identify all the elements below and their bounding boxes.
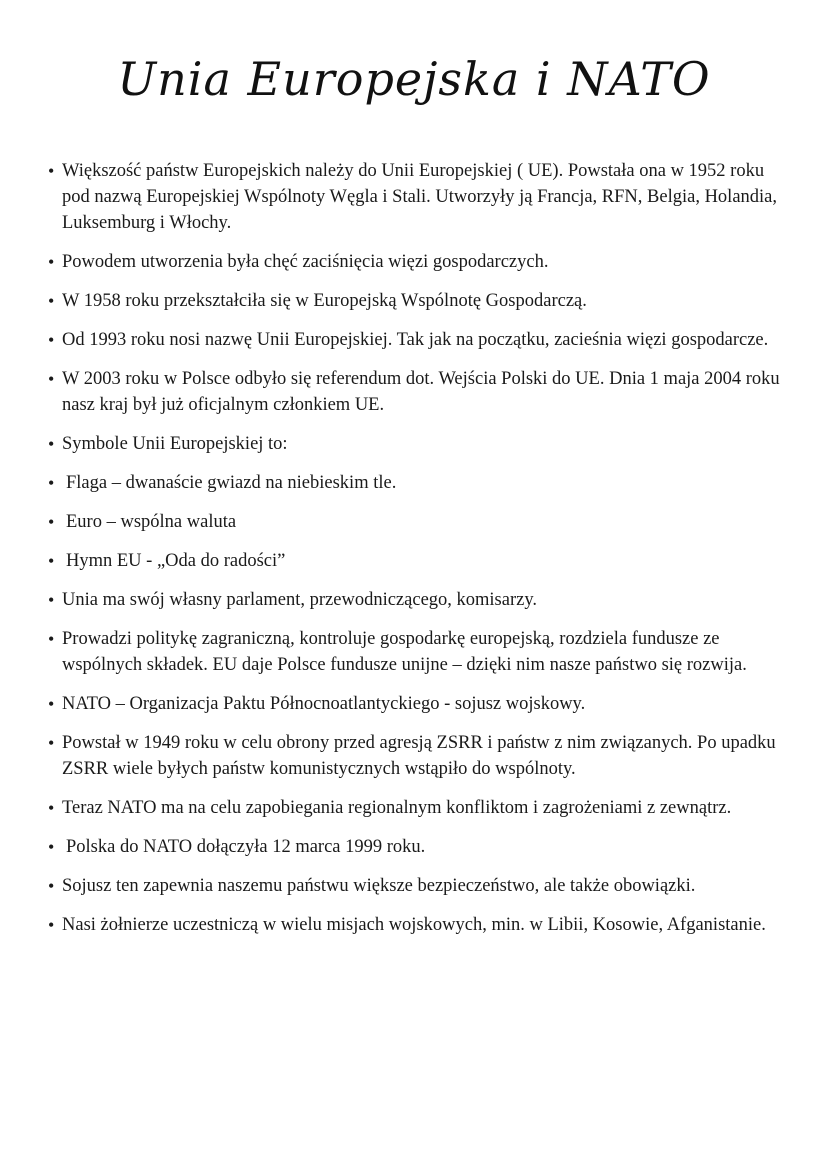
bullet-icon: •: [48, 512, 55, 532]
bullet-icon: •: [48, 252, 55, 272]
list-item: [48, 288, 783, 314]
list-item: [48, 249, 783, 275]
bullet-icon: •: [48, 590, 55, 610]
list-item-text: Unia ma swój własny parlament, przewodniczącego, komisarzy.: [62, 590, 538, 610]
bullet-list: [48, 158, 783, 951]
bullet-icon: •: [48, 161, 55, 181]
list-item-text: NATO – Organizacja Paktu Północnoatlantyckiego - sojusz wojskowy.: [62, 694, 586, 714]
bullet-icon: •: [48, 837, 55, 857]
list-item: [48, 691, 783, 717]
list-item: [48, 912, 783, 938]
bullet-icon: •: [48, 291, 55, 311]
list-item: [48, 327, 783, 353]
bullet-icon: •: [48, 733, 55, 753]
list-item-text: Powstał w 1949 roku w celu obrony przed agresją ZSRR i państw z nim związanych. Po upadku ZSRR wiele byłych państw komunistycznych wstąpiło do wspólnoty.: [62, 733, 776, 779]
list-item-text: W 2003 roku w Polsce odbyło się referendum dot. Wejścia Polski do UE. Dnia 1 maja 2004 roku nasz kraj był już oficjalnym członkiem UE.: [62, 369, 780, 415]
list-item: [48, 366, 783, 418]
bullet-icon: •: [48, 369, 55, 389]
list-item-text: Polska do NATO dołączyła 12 marca 1999 roku.: [66, 837, 426, 857]
list-item-text: Flaga – dwanaście gwiazd na niebieskim tle.: [66, 473, 397, 493]
list-item: [48, 730, 783, 782]
list-item: [48, 795, 783, 821]
bullet-icon: •: [48, 876, 55, 896]
list-item-text: Teraz NATO ma na celu zapobiegania regionalnym konfliktom i zagrożeniami z zewnątrz.: [62, 798, 732, 818]
list-item: [48, 873, 783, 899]
bullet-icon: •: [48, 551, 55, 571]
list-item-text: Symbole Unii Europejskiej to:: [62, 434, 288, 454]
list-item: [48, 470, 783, 496]
list-item: [48, 548, 783, 574]
list-item-text: Prowadzi politykę zagraniczną, kontroluje gospodarkę europejską, rozdziela fundusze ze wspólnych składek. EU daje Polsce fundusze unijne – dzięki nim nasze państwo się rozwija.: [62, 629, 747, 675]
list-item: [48, 587, 783, 613]
bullet-icon: •: [48, 473, 55, 493]
list-item: [48, 509, 783, 535]
list-item: [48, 158, 783, 236]
list-item-text: W 1958 roku przekształciła się w Europejską Wspólnotę Gospodarczą.: [62, 291, 587, 311]
list-item: [48, 626, 783, 678]
page-title: Unia Europejska i NATO: [117, 52, 711, 106]
bullet-icon: •: [48, 629, 55, 649]
bullet-icon: •: [48, 915, 55, 935]
list-item-text: Hymn EU - „Oda do radości”: [66, 551, 286, 571]
list-item: [48, 834, 783, 860]
bullet-icon: •: [48, 798, 55, 818]
bullet-icon: •: [48, 434, 55, 454]
list-item-text: Od 1993 roku nosi nazwę Unii Europejskiej. Tak jak na początku, zacieśnia więzi gospodarcze.: [62, 330, 769, 350]
bullet-icon: •: [48, 330, 55, 350]
list-item-text: Powodem utworzenia była chęć zaciśnięcia więzi gospodarczych.: [62, 252, 549, 272]
list-item-text: Euro – wspólna waluta: [66, 512, 237, 532]
bullet-icon: •: [48, 694, 55, 714]
list-item: [48, 431, 783, 457]
list-item-text: Nasi żołnierze uczestniczą w wielu misjach wojskowych, min. w Libii, Kosowie, Afganistanie.: [62, 915, 766, 935]
list-item-text: Sojusz ten zapewnia naszemu państwu większe bezpieczeństwo, ale także obowiązki.: [62, 876, 696, 896]
list-item-text: Większość państw Europejskich należy do Unii Europejskiej ( UE). Powstała ona w 1952 roku pod nazwą Europejskiej Wspólnoty Węgla i Stali. Utworzyły ją Francja, RFN, Belgia, Holandia, Luksemburg i Włochy.: [62, 161, 778, 233]
